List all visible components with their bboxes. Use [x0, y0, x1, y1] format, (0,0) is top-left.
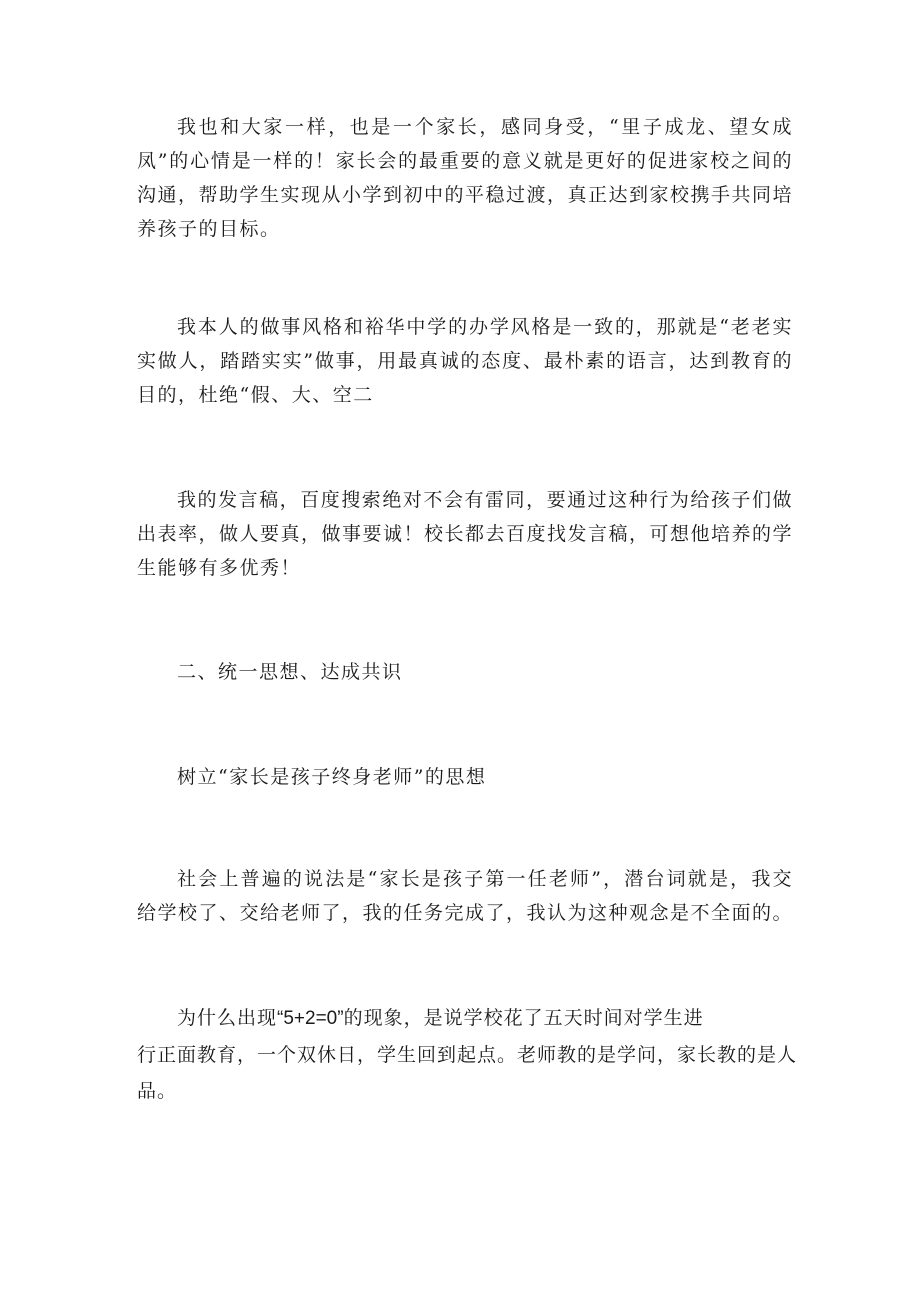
paragraph-line — [137, 1000, 797, 1037]
text-segment: 的现象，是说学校花了五天时间对学生进 — [343, 1007, 704, 1029]
section-heading-unify-thinking: 二、统一思想、达成共识 — [177, 661, 403, 683]
subheading-lifelong-teacher: 树立“家长是孩子终身老师”的思想 — [177, 766, 487, 788]
formula-text: “5+2=0” — [277, 1008, 344, 1029]
paragraph-work-style: 我本人的做事风格和裕华中学的办学风格是一致的，那就是“老老实实做人，踏踏实实”做事，用最真诚的态度、最朴素的语言，达到教育的目的，杜绝“假、大、空二 — [137, 316, 793, 406]
paragraph-parent-empathy: 我也和大家一样，也是一个家长，感同身受，“里子成龙、望女成凤”的心情是一样的！家长会的最重要的意义就是更好的促进家校之间的沟通，帮助学生实现从小学到初中的平稳过渡，真正达到家校携手共同培养孩子的目标。 — [137, 116, 794, 240]
paragraph-line: 行正面教育，一个双休日，学生回到起点。老师教的是学问，家长教的是人品。 — [137, 1044, 798, 1102]
paragraph-first-teacher: 社会上普遍的说法是“家长是孩子第一任老师”，潜台词就是，我交给学校了、交给老师了，我的任务完成了，我认为这种观念是不全面的。 — [137, 868, 794, 924]
text-segment: 为什么出现 — [177, 1007, 278, 1029]
paragraph-speech-originality: 我的发言稿，百度搜索绝对不会有雷同，要通过这种行为给孩子们做出表率，做人要真，做事要诚！校长都去百度找发言稿，可想他培养的学生能够有多优秀！ — [137, 489, 794, 579]
paragraph-five-plus-two — [137, 1000, 797, 1109]
